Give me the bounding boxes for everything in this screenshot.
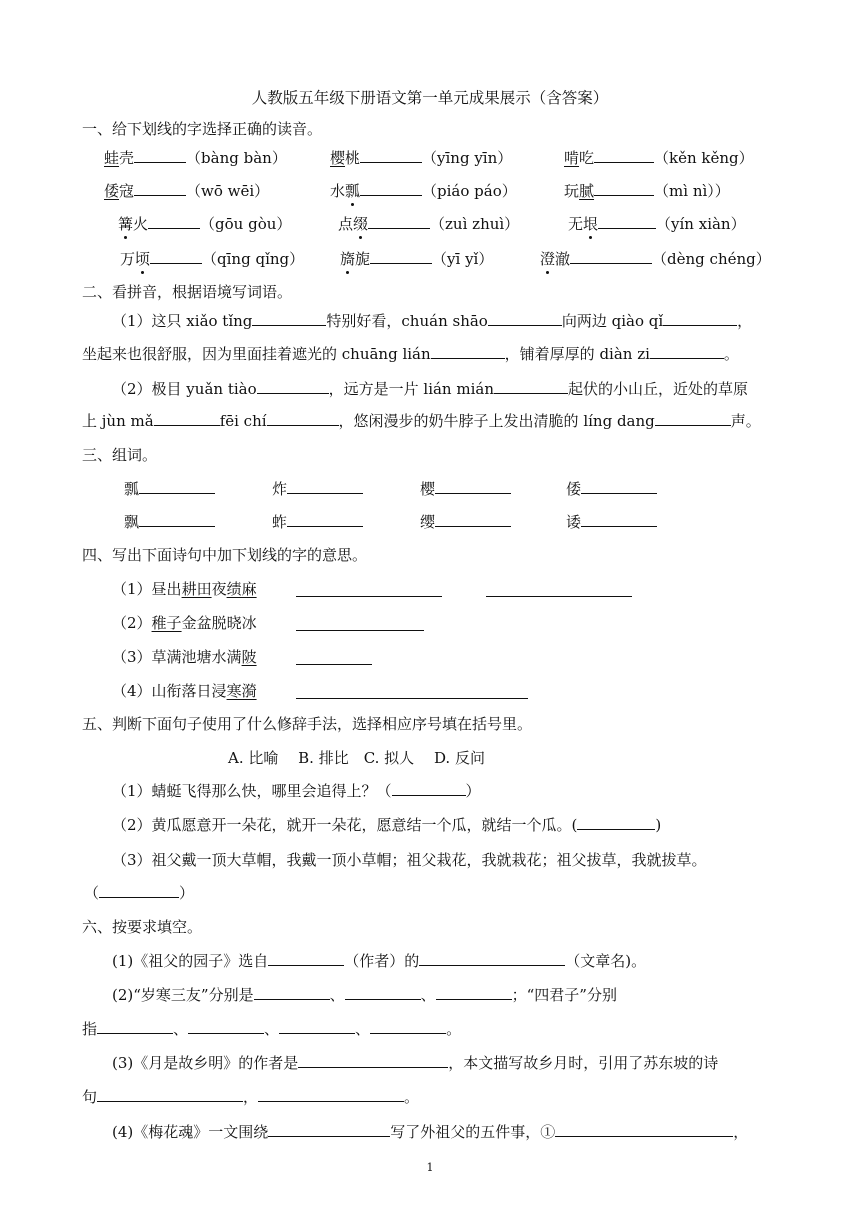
fill-q3-line-2: 句 ， 。 bbox=[82, 1088, 420, 1106]
section-3-heading: 三、组词。 bbox=[82, 446, 158, 464]
poem-line-3: （3）草满池塘水满陂 bbox=[112, 648, 257, 666]
section-6-heading: 六、按要求填空。 bbox=[82, 918, 203, 936]
rhetoric-q2: （2）黄瓜愿意开一朵花，就开一朵花，愿意结一个瓜，就结一个瓜。( ) bbox=[112, 816, 662, 834]
answer-line bbox=[296, 630, 424, 631]
pinyin-item: 点缀 （zuì zhuì） bbox=[338, 215, 520, 233]
answer-line bbox=[486, 596, 632, 597]
poem-line-2: （2）稚子金盆脱晓冰 bbox=[112, 614, 257, 632]
answer-line bbox=[296, 664, 372, 665]
fill-q2-line-2: 指 、 、 、 。 bbox=[82, 1020, 462, 1038]
section-2-heading: 二、看拼音，根据语境写词语。 bbox=[82, 283, 293, 301]
pinyin-item: 澄澈 （dèng chéng） bbox=[540, 250, 771, 268]
answer-line bbox=[296, 698, 528, 699]
pinyin-item: 樱桃 （yīng yīn） bbox=[330, 149, 513, 167]
pinyin-item: 蛙壳 （bàng bàn） bbox=[104, 149, 287, 167]
rhetoric-options: A. 比喻 B. 排比 C. 拟人 D. 反问 bbox=[228, 749, 485, 767]
fill-q3: (3)《月是故乡明》的作者是 ，本文描写故乡月时，引用了苏东坡的诗 bbox=[112, 1054, 719, 1072]
rhetoric-q3-answer: （ ） bbox=[84, 884, 195, 902]
page-title: 人教版五年级下册语文第一单元成果展示（含答案） bbox=[251, 89, 609, 107]
rhetoric-q3: （3）祖父戴一顶大草帽，我戴一顶小草帽；祖父栽花，我就栽花；祖父拔草，我就拔草。 bbox=[112, 851, 707, 869]
pinyin-item: 无垠 （yín xiàn） bbox=[568, 215, 746, 233]
pinyin-item: 旖旎 （yī yǐ） bbox=[340, 250, 494, 268]
section-4-heading: 四、写出下面诗句中加下划线的字的意思。 bbox=[82, 546, 368, 564]
word-item: 炸 bbox=[272, 479, 363, 499]
fill-q4: (4)《梅花魂》一文围绕 写了外祖父的五件事，① ， bbox=[112, 1123, 749, 1141]
pinyin-item: 水瓢 （piáo páo） bbox=[330, 182, 517, 200]
page-number: 1 bbox=[426, 1161, 434, 1174]
word-item: 飘 bbox=[124, 512, 215, 532]
pinyin-item: 篝火 （gōu gòu） bbox=[118, 215, 292, 233]
pinyin-item: 万顷 （qīng qǐng） bbox=[120, 250, 305, 268]
fill-q1: (1)《祖父的园子》选自 （作者）的 （文章名)。 bbox=[112, 952, 647, 970]
paragraph-2-line-2: 上 jùn mǎ fēi chí ，悠闲漫步的奶牛脖子上发出清脆的 líng dang 声。 bbox=[82, 412, 761, 430]
section-5-heading: 五、判断下面句子使用了什么修辞手法，选择相应序号填在括号里。 bbox=[82, 715, 533, 733]
rhetoric-q1: （1）蜻蜓飞得那么快，哪里会追得上？（ ） bbox=[112, 782, 481, 800]
section-1-heading: 一、给下划线的字选择正确的读音。 bbox=[82, 120, 323, 138]
fill-q2: (2)“岁寒三友”分别是 、 、 ；“四君子”分别 bbox=[112, 986, 617, 1004]
paragraph-1-line-1: （1）这只 xiǎo tǐng 特别好看，chuán shāo 向两边 qiào qǐ ， bbox=[112, 312, 753, 330]
word-item: 缨 bbox=[420, 512, 511, 532]
pinyin-item: 玩腻 （mì nì）） bbox=[564, 182, 730, 200]
pinyin-item: 啃吃 （kěn kěng） bbox=[564, 149, 754, 167]
paragraph-2-line-1: （2）极目 yuǎn tiào ，远方是一片 lián mián 起伏的小山丘，近处的草原 bbox=[112, 380, 749, 398]
word-item: 倭 bbox=[566, 479, 657, 499]
poem-line-1: （1）昼出耕田夜绩麻 bbox=[112, 580, 257, 598]
answer-line bbox=[296, 596, 442, 597]
poem-line-4: （4）山衔落日浸寒漪 bbox=[112, 682, 257, 700]
word-item: 樱 bbox=[420, 479, 511, 499]
word-item: 蚱 bbox=[272, 512, 363, 532]
paragraph-1-line-2: 坐起来也很舒服，因为里面挂着遮光的 chuāng lián ，铺着厚厚的 diàn zi 。 bbox=[82, 345, 739, 363]
word-item: 诿 bbox=[566, 512, 657, 532]
word-item: 瓢 bbox=[124, 479, 215, 499]
pinyin-item: 倭寇 （wō wēi） bbox=[104, 182, 270, 200]
